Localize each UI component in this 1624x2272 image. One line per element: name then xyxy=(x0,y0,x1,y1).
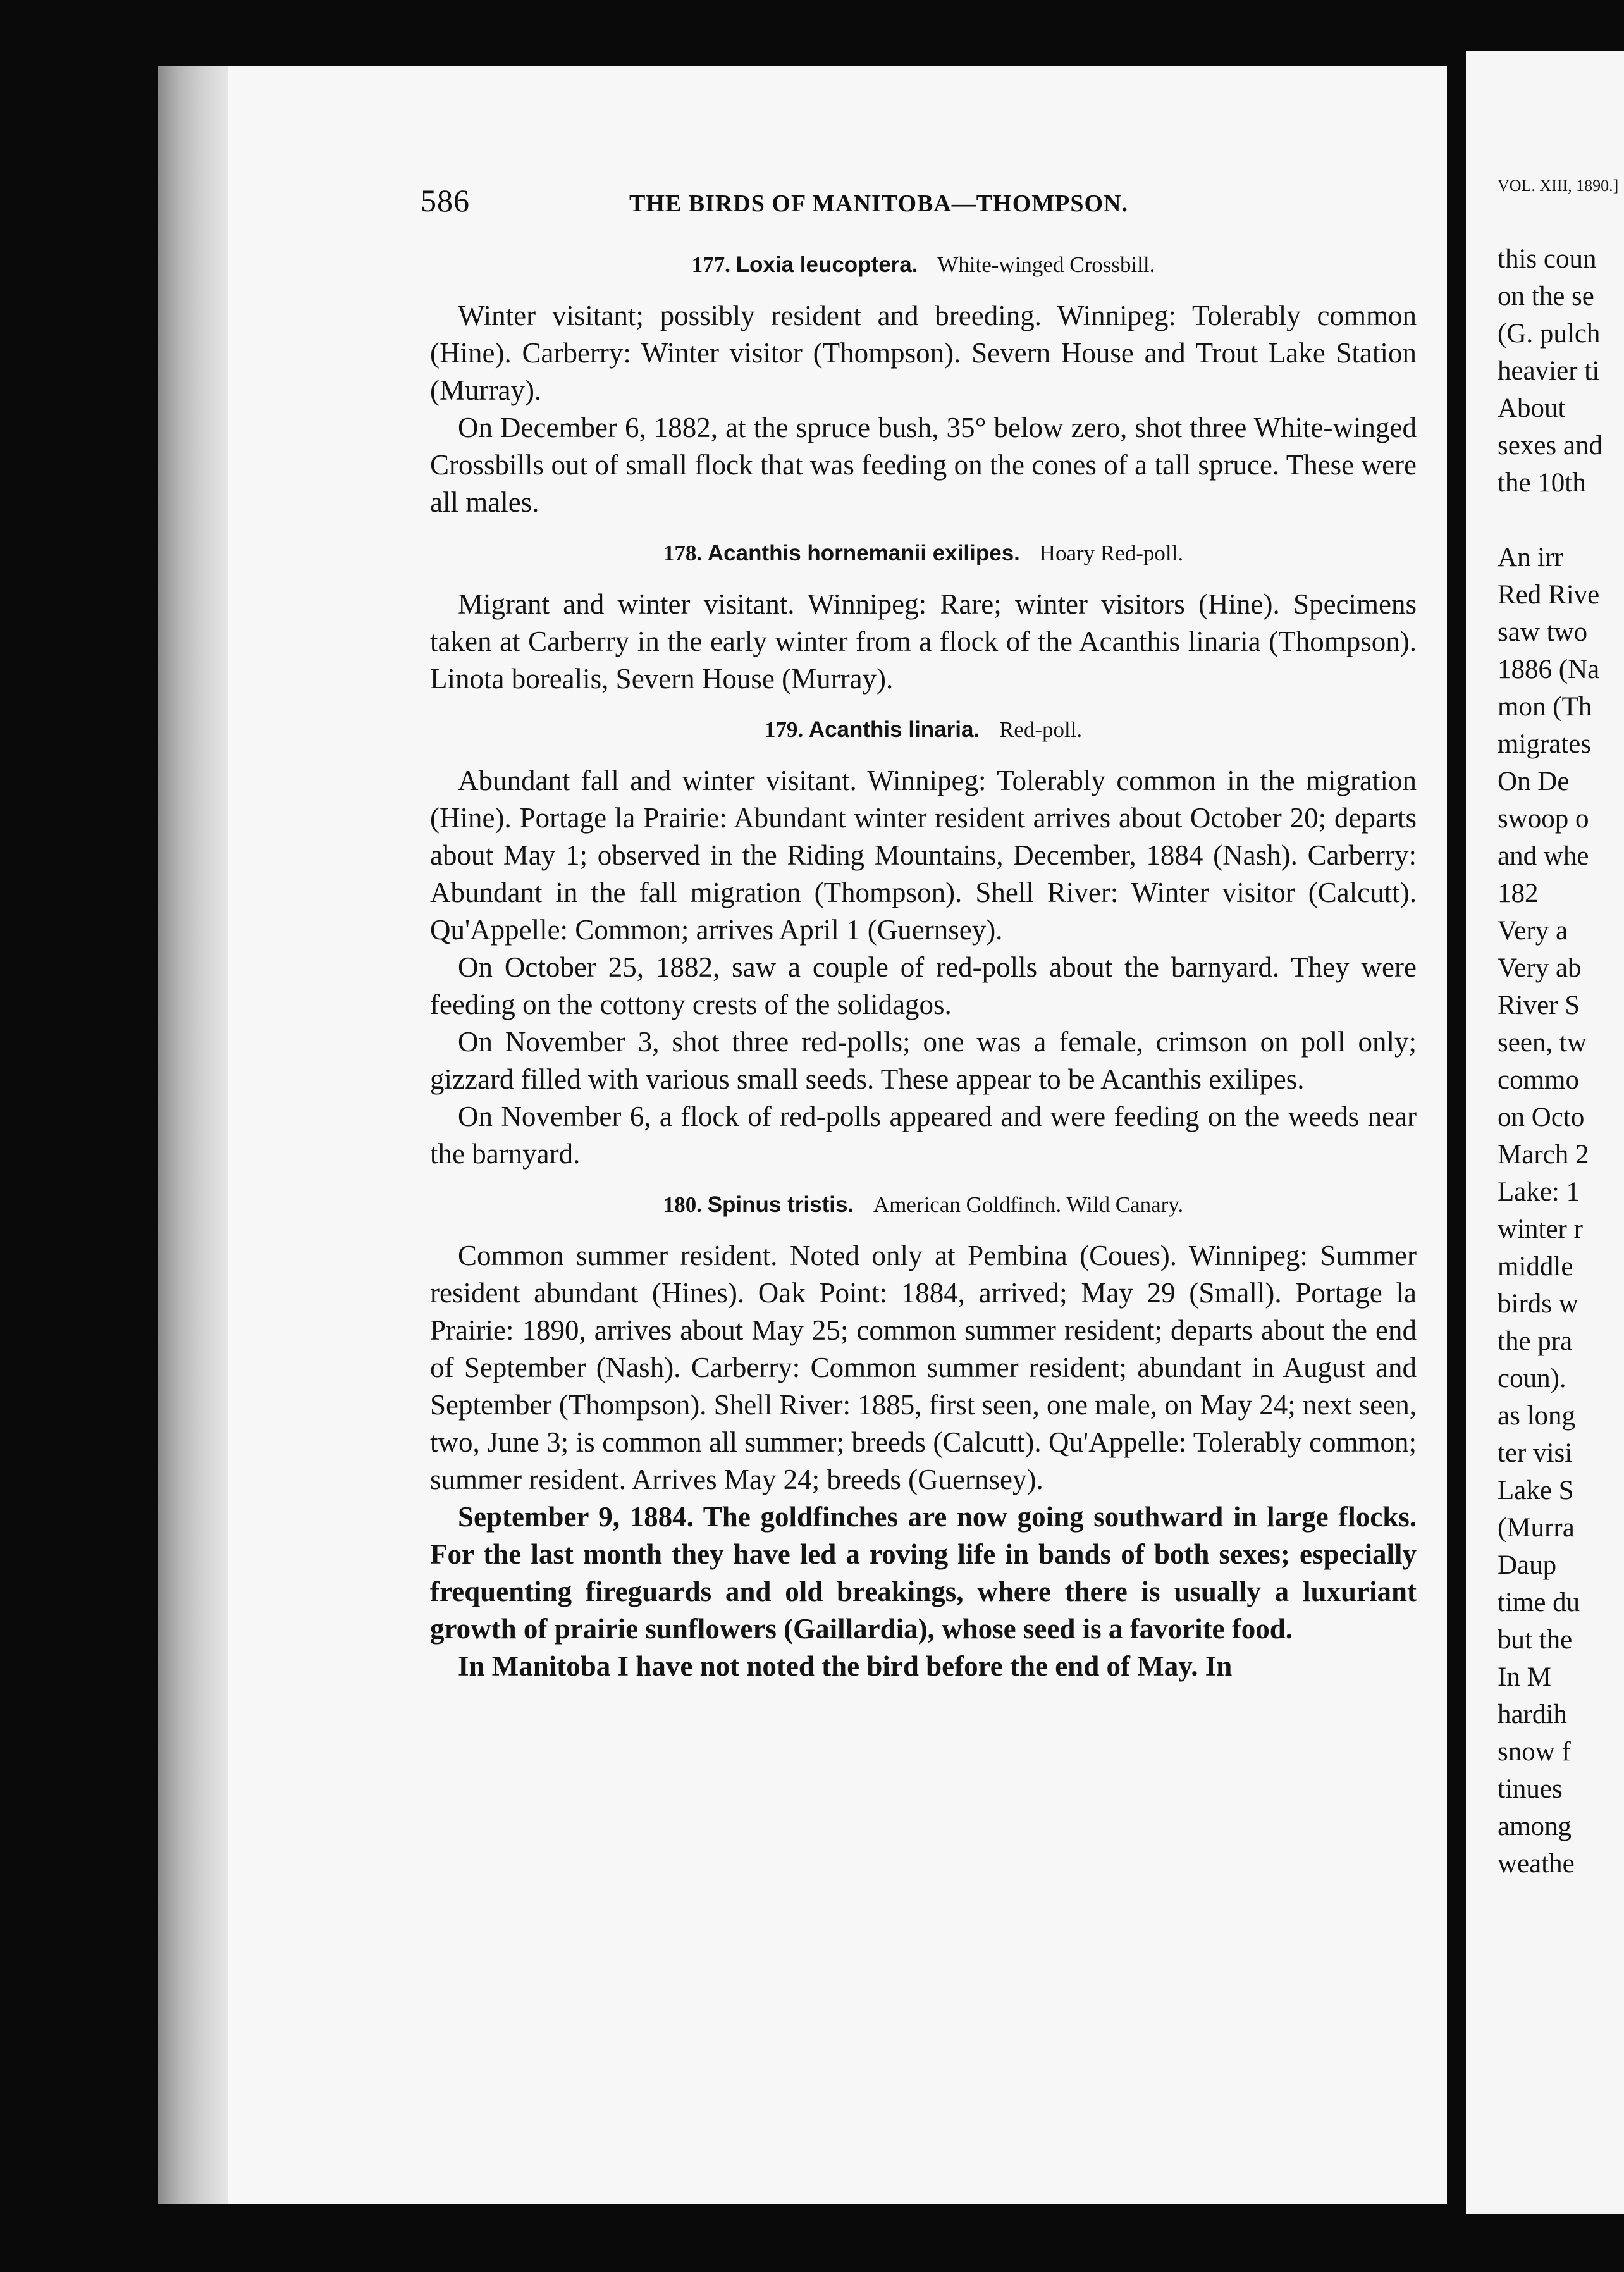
facing-line: In M xyxy=(1498,1662,1551,1692)
paragraph: In Manitoba I have not noted the bird before the end of May. In xyxy=(458,1650,1233,1682)
facing-line: commo xyxy=(1498,1065,1579,1095)
facing-line: this coun xyxy=(1498,244,1597,274)
facing-line: weathe xyxy=(1498,1849,1575,1879)
facing-line: Lake S xyxy=(1498,1476,1574,1505)
facing-line: (Murra xyxy=(1498,1513,1575,1543)
species-heading xyxy=(430,538,1417,569)
species-heading xyxy=(430,1189,1417,1221)
paragraph: On November 3, shot three red-polls; one was a female, crimson on poll only; gizzard filled with various small seeds. These appear to be Acanthis exilipes. xyxy=(430,1026,1417,1095)
species-heading xyxy=(430,714,1417,746)
facing-line: coun). xyxy=(1498,1364,1566,1393)
facing-line: 182 xyxy=(1498,879,1539,908)
species-common-name: Red-poll. xyxy=(999,717,1083,742)
facing-line: hardih xyxy=(1498,1700,1567,1729)
species-scientific-name: Spinus tristis. xyxy=(707,1192,854,1217)
species-number: 177. xyxy=(691,252,730,277)
facing-line: Very a xyxy=(1498,916,1568,946)
facing-line: Very ab xyxy=(1498,953,1582,983)
facing-line: birds w xyxy=(1498,1289,1578,1319)
paragraph: Winter visitant; possibly resident and breeding. Winnipeg: Tolerably common (Hine). Carberry: Winter visitor (Thompson). Severn House and Trout Lake Station (Murray). xyxy=(430,300,1417,406)
facing-line: among xyxy=(1498,1812,1572,1841)
facing-line: migrates xyxy=(1498,729,1592,759)
running-title: THE BIRDS OF MANITOBA—THOMPSON. xyxy=(629,190,1128,217)
species-scientific-name: Acanthis hornemanii exilipes. xyxy=(707,541,1020,565)
species-common-name: Hoary Red-poll. xyxy=(1039,541,1184,565)
page-number: 586 xyxy=(421,183,470,218)
paragraph: Abundant fall and winter visitant. Winnipeg: Tolerably common in the migration (Hine). Portage la Prairie: Abundant winter resident arrives about October 20; departs about May 1; observed in the Riding Mountains, December, 1884 (Nash). Carberry: Abundant in the fall migration (Thompson). Shell River: Winter visitor (Calcutt). Qu'Appelle: Common; arrives April 1 (Guernsey). xyxy=(430,765,1417,946)
facing-line: March 2 xyxy=(1498,1140,1589,1170)
facing-line: River S xyxy=(1498,991,1580,1020)
facing-page-text xyxy=(1498,177,1624,1882)
facing-line: as long xyxy=(1498,1401,1576,1431)
facing-line: on the se xyxy=(1498,281,1594,311)
facing-line: mon (Th xyxy=(1498,692,1592,722)
facing-line: swoop o xyxy=(1498,804,1589,834)
facing-line: middle xyxy=(1498,1252,1573,1281)
species-number: 178. xyxy=(663,541,703,565)
facing-line: but the xyxy=(1498,1625,1573,1655)
facing-line: (G. pulch xyxy=(1498,319,1601,349)
paragraph: On November 6, a flock of red-polls appeared and were feeding on the weeds near the barnyard. xyxy=(430,1101,1417,1170)
facing-line: heavier ti xyxy=(1498,356,1600,386)
species-scientific-name: Loxia leucoptera. xyxy=(735,252,918,277)
species-common-name: American Goldfinch. Wild Canary. xyxy=(873,1192,1184,1217)
facing-line: An irr xyxy=(1498,543,1563,572)
paragraph: Common summer resident. Noted only at Pembina (Coues). Winnipeg: Summer resident abundant (Hines). Oak Point: 1884, arrived; May 29 (Small). Portage la Prairie: 1890, arrives about May 25; common summer resident; departs about the end of September (Nash). Carberry: Common summer resident; abundant in August and September (Thompson). Shell River: 1885, first seen, one male, on May 24; next seen, two, June 3; is common all summer; breeds (Calcutt). Qu'Appelle: Tolerably common; summer resident. Arrives May 24; breeds (Guernsey). xyxy=(430,1240,1417,1495)
main-text xyxy=(430,247,1417,1685)
facing-line: time du xyxy=(1498,1588,1580,1617)
facing-line: sexes and xyxy=(1498,431,1602,460)
facing-line: Red Rive xyxy=(1498,580,1600,610)
species-number: 180. xyxy=(663,1192,702,1217)
facing-line: on Octo xyxy=(1498,1102,1585,1132)
paragraph: September 9, 1884. The goldfinches are now going southward in large flocks. For the last month they have led a roving life in bands of both sexes; especially frequenting fireguards and old breakings, where there is usually a luxuriant growth of prairie sunflowers (Gaillardia), whose seed is a favorite food. xyxy=(430,1501,1417,1645)
facing-line xyxy=(1498,502,1624,539)
facing-line: 1886 (Na xyxy=(1498,655,1600,684)
facing-line: snow f xyxy=(1498,1737,1571,1767)
page-edge-shading xyxy=(158,66,228,2204)
species-heading xyxy=(430,249,1417,281)
facing-line: Daup xyxy=(1498,1550,1557,1580)
facing-line: winter r xyxy=(1498,1214,1583,1244)
facing-line: the 10th xyxy=(1498,468,1586,498)
facing-line: saw two xyxy=(1498,617,1588,647)
facing-line: and whe xyxy=(1498,841,1589,871)
facing-line: the pra xyxy=(1498,1326,1573,1356)
species-number: 179. xyxy=(764,717,804,742)
paragraph: On October 25, 1882, saw a couple of red-polls about the barnyard. They were feeding on the cottony crests of the solidagos. xyxy=(430,951,1417,1020)
facing-lines xyxy=(1498,240,1624,1882)
facing-running-head: VOL. XIII, 1890.] xyxy=(1498,177,1619,195)
facing-line: On De xyxy=(1498,767,1570,796)
facing-line: Lake: 1 xyxy=(1498,1177,1580,1207)
facing-line: ter visi xyxy=(1498,1438,1573,1468)
paragraph: Migrant and winter visitant. Winnipeg: Rare; winter visitors (Hine). Specimens taken at Carberry in the early winter from a flock of the Acanthis linaria (Thompson). Linota borealis, Severn House (Murray). xyxy=(430,588,1417,695)
species-common-name: White-winged Crossbill. xyxy=(937,252,1155,277)
facing-line: About xyxy=(1498,393,1566,423)
facing-line: seen, tw xyxy=(1498,1028,1587,1058)
facing-line: tinues xyxy=(1498,1774,1563,1804)
species-scientific-name: Acanthis linaria. xyxy=(808,717,980,742)
paragraph: On December 6, 1882, at the spruce bush, 35° below zero, shot three White-winged Crossbills out of small flock that was feeding on the cones of a tall spruce. These were all males. xyxy=(430,412,1417,518)
